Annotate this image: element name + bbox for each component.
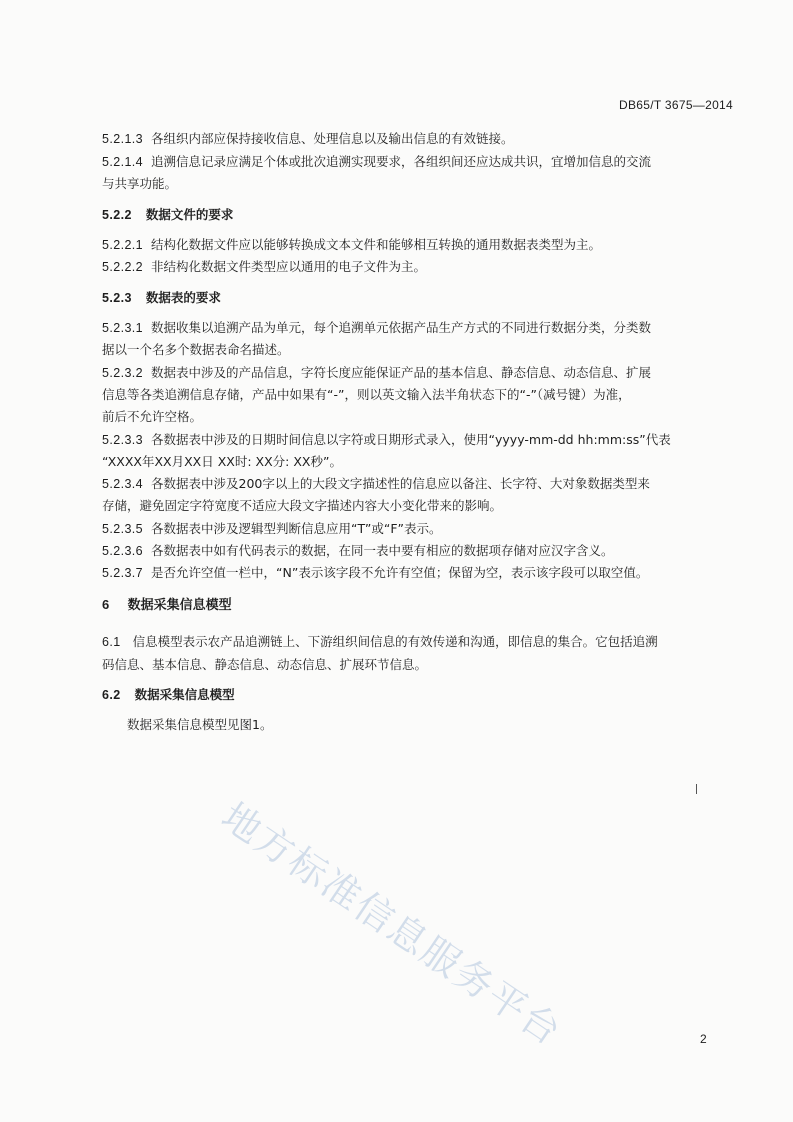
clause-number: 5.2.1.4	[102, 155, 144, 169]
clause-5-2-3-1	[102, 319, 651, 337]
clause-text: 结构化数据文件应以能够转换成文本文件和能够相互转换的通用数据表类型为主。	[151, 237, 602, 252]
clause-number: 5.2.1.3	[102, 132, 144, 146]
clause-text: 各数据表中涉及200字以上的大段文字描述性的信息应以备注、长字符、大对象数据类型来	[151, 476, 650, 491]
scan-mark	[696, 784, 697, 794]
clause-5-2-1-4-cont	[102, 175, 177, 193]
clause-6-1	[102, 633, 658, 651]
clause-5-2-3-5	[102, 520, 442, 538]
paragraph-text: 数据采集信息模型见图1。	[127, 717, 273, 732]
section-heading-6-2	[102, 686, 235, 704]
clause-5-2-3-4	[102, 475, 650, 493]
clause-text: 各数据表中涉及的日期时间信息以字符或日期形式录入，使用“yyyy-mm-dd hh:mm:ss”代表	[151, 432, 671, 447]
heading-number: 6	[102, 597, 110, 612]
clause-number: 5.2.3.2	[102, 366, 144, 380]
clause-text: 信息模型表示农产品追溯链上、下游组织间信息的有效传递和沟通，即信息的集合。它包括追溯	[132, 634, 658, 649]
clause-5-2-1-3	[102, 130, 514, 148]
clause-5-2-3-4-cont	[102, 497, 502, 515]
clause-5-2-3-3-cont	[102, 453, 342, 471]
clause-number: 5.2.3.5	[102, 522, 144, 536]
clause-text: 各数据表中如有代码表示的数据，在同一表中要有相应的数据项存储对应汉字含义。	[151, 543, 614, 558]
heading-number: 5.2.2	[102, 208, 132, 222]
clause-5-2-1-4	[102, 153, 651, 171]
section-heading-5-2-2	[102, 206, 233, 224]
clause-text: 存储，避免固定字符宽度不适应大段文字描述内容大小变化带来的影响。	[102, 498, 503, 513]
heading-title: 数据表的要求	[145, 290, 221, 305]
clause-text: 据以一个名多个数据表命名描述。	[102, 342, 290, 357]
watermark: 地方标准信息服务平台	[213, 794, 570, 1055]
clause-5-2-3-2-cont	[102, 386, 631, 404]
clause-text: 非结构化数据文件类型应以通用的电子文件为主。	[151, 259, 427, 274]
clause-5-2-3-2-cont2	[102, 408, 202, 426]
clause-text: 码信息、基本信息、静态信息、动态信息、扩展环节信息。	[102, 657, 428, 672]
section-heading-5-2-3	[102, 289, 221, 307]
clause-text: 各组织内部应保持接收信息、处理信息以及输出信息的有效链接。	[151, 131, 514, 146]
heading-title: 数据文件的要求	[145, 207, 234, 222]
page-number: 2	[700, 1032, 707, 1046]
clause-number: 5.2.3.3	[102, 433, 144, 447]
clause-text: 各数据表中涉及逻辑型判断信息应用“T”或“F”表示。	[151, 521, 442, 536]
standard-code: DB65/T 3675—2014	[619, 98, 733, 112]
clause-number: 5.2.3.7	[102, 566, 144, 580]
clause-number: 5.2.3.4	[102, 477, 144, 491]
clause-text: 数据表中涉及的产品信息，字符长度应能保证产品的基本信息、静态信息、动态信息、扩展	[151, 365, 652, 380]
clause-6-1-cont	[102, 656, 427, 674]
section-heading-6	[102, 596, 232, 614]
heading-number: 6.2	[102, 688, 121, 702]
clause-5-2-2-2	[102, 258, 426, 276]
clause-number: 6.1	[102, 635, 121, 649]
clause-5-2-2-1	[102, 236, 601, 254]
clause-text: 前后不允许空格。	[102, 409, 203, 424]
clause-5-2-3-6	[102, 542, 614, 560]
clause-5-2-3-3	[102, 431, 671, 449]
clause-number: 5.2.2.1	[102, 238, 144, 252]
clause-text: 是否允许空值一栏中，“N”表示该字段不允许有空值；保留为空，表示该字段可以取空值。	[151, 565, 649, 580]
clause-text: 数据收集以追溯产品为单元，每个追溯单元依据产品生产方式的不同进行数据分类，分类数	[151, 320, 652, 335]
clause-text: 信息等各类追溯信息存储，产品中如果有“-”，则以英文输入法半角状态下的“-”（减号键）为准，	[102, 387, 631, 402]
heading-title: 数据采集信息模型	[127, 598, 232, 613]
clause-number: 5.2.2.2	[102, 260, 144, 274]
clause-5-2-3-7	[102, 564, 648, 582]
clause-text: “XXXX年XX月XX日 XX时: XX分: XX秒”。	[102, 454, 342, 469]
clause-number: 5.2.3.6	[102, 544, 144, 558]
clause-5-2-3-1-cont	[102, 341, 290, 359]
clause-5-2-3-2	[102, 364, 651, 382]
paragraph-6-2	[127, 716, 272, 734]
heading-number: 5.2.3	[102, 291, 132, 305]
heading-title: 数据采集信息模型	[134, 687, 235, 702]
clause-number: 5.2.3.1	[102, 321, 144, 335]
clause-text: 与共享功能。	[102, 176, 178, 191]
clause-text: 追溯信息记录应满足个体或批次追溯实现要求，各组织间还应达成共识，宜增加信息的交流	[151, 154, 652, 169]
